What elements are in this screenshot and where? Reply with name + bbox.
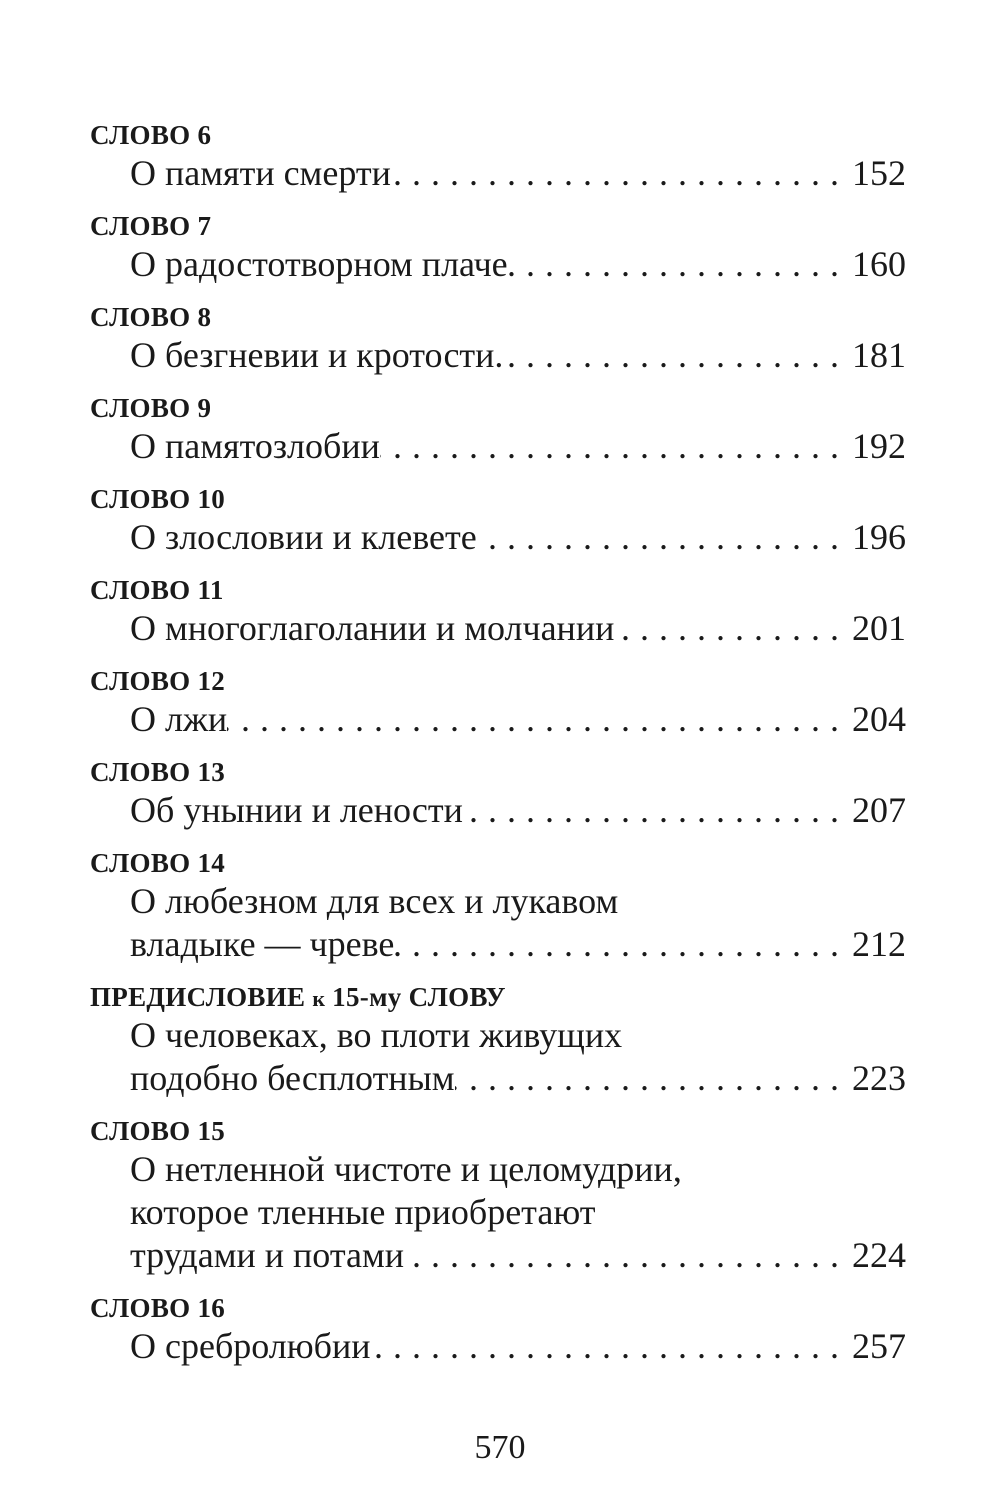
- toc-entry-page-number: 207: [852, 790, 906, 830]
- toc-entry-title: О лжи: [130, 699, 228, 739]
- dot-leader: [391, 152, 852, 195]
- toc-entry-heading: СЛОВО 6: [90, 120, 212, 150]
- toc-entry-heading: СЛОВО 12: [90, 666, 226, 696]
- toc-entry: [90, 482, 906, 559]
- toc-entry-title: О злословии и клевете: [130, 517, 477, 557]
- dot-leader: [380, 425, 852, 468]
- toc-entry-page-number: 196: [852, 517, 906, 557]
- toc-entry-line: [90, 923, 906, 966]
- toc-entry-heading: СЛОВО 13: [90, 757, 226, 787]
- toc-entry-line: [90, 698, 906, 741]
- toc-entry-title: владыке — чреве: [130, 924, 395, 964]
- toc-entry: [90, 391, 906, 468]
- toc-entry-title: О памятозлобии: [130, 426, 380, 466]
- table-of-contents: [90, 118, 906, 1382]
- toc-entry-title: О радостотворном плаче: [130, 244, 508, 284]
- page-number: 570: [474, 1429, 526, 1466]
- toc-entry-title: О безгневии и кротости.: [130, 335, 504, 375]
- toc-entry: [90, 573, 906, 650]
- toc-entry: [90, 118, 906, 195]
- toc-heading-tail: 15-му СЛОВУ: [332, 982, 506, 1012]
- toc-entry-line: [90, 334, 906, 377]
- dot-leader: [503, 334, 852, 377]
- dot-leader: [614, 607, 852, 650]
- dot-leader: [463, 789, 852, 832]
- toc-heading-main: ПРЕДИСЛОВИЕ: [90, 982, 306, 1012]
- toc-entry-title-line: которое тленные приобретают: [130, 1192, 596, 1232]
- toc-entry-line: [90, 1057, 906, 1100]
- toc-entry-heading: СЛОВО 15: [90, 1116, 226, 1146]
- dot-leader: [394, 923, 852, 966]
- toc-entry-title-line: О любезном для всех и лукавом: [130, 881, 619, 921]
- toc-entry-line: [90, 789, 906, 832]
- toc-entry-page-number: 223: [852, 1058, 906, 1098]
- toc-entry-line: [90, 1325, 906, 1368]
- toc-entry-line: [90, 516, 906, 559]
- toc-entry-title-line: О нетленной чистоте и целомудрии,: [130, 1149, 682, 1189]
- toc-entry-page-number: 181: [852, 335, 906, 375]
- toc-entry-line: [90, 1234, 906, 1277]
- toc-entry-page-number: 160: [852, 244, 906, 284]
- dot-leader: [404, 1234, 852, 1277]
- toc-entry-heading: СЛОВО 8: [90, 302, 212, 332]
- toc-entry: [90, 1291, 906, 1368]
- toc-entry-heading: СЛОВО 16: [90, 1293, 226, 1323]
- dot-leader: [227, 698, 852, 741]
- toc-entry-page-number: 224: [852, 1235, 906, 1275]
- toc-entry-heading: СЛОВО 7: [90, 211, 212, 241]
- toc-entry-page-number: 192: [852, 426, 906, 466]
- toc-entry-line: [90, 152, 906, 195]
- toc-entry-title: О многоглаголании и молчании: [130, 608, 615, 648]
- toc-entry-page-number: 201: [852, 608, 906, 648]
- toc-entry-title: О памяти смерти: [130, 153, 391, 193]
- toc-entry: [90, 846, 906, 966]
- toc-entry-title: трудами и потами: [130, 1235, 405, 1275]
- toc-entry: [90, 980, 906, 1100]
- toc-entry-line: [90, 425, 906, 468]
- toc-entry-title-line: О человеках, во плоти живущих: [130, 1015, 623, 1055]
- toc-entry-page-number: 257: [852, 1326, 906, 1366]
- toc-entry: [90, 1114, 906, 1277]
- toc-entry: [90, 209, 906, 286]
- toc-entry-heading: СЛОВО 10: [90, 484, 226, 514]
- toc-entry-line: [90, 607, 906, 650]
- toc-entry-title: О сребролюбии: [130, 1326, 371, 1366]
- toc-entry-heading: [90, 980, 906, 1014]
- toc-heading-preposition: к: [312, 986, 326, 1011]
- toc-entry-heading: СЛОВО 14: [90, 848, 226, 878]
- toc-entry-title: Об унынии и лености: [130, 790, 463, 830]
- dot-leader: [477, 516, 852, 559]
- toc-entry: [90, 300, 906, 377]
- toc-entry-title: подобно бесплотным: [130, 1058, 455, 1098]
- toc-entry-line: [90, 243, 906, 286]
- toc-entry-heading: СЛОВО 11: [90, 575, 224, 605]
- dot-leader: [508, 243, 852, 286]
- toc-entry-heading: СЛОВО 9: [90, 393, 212, 423]
- dot-leader: [455, 1057, 852, 1100]
- toc-entry-page-number: 204: [852, 699, 906, 739]
- toc-entry: [90, 664, 906, 741]
- toc-entry: [90, 755, 906, 832]
- toc-entry-page-number: 152: [852, 153, 906, 193]
- dot-leader: [371, 1325, 852, 1368]
- toc-entry-page-number: 212: [852, 924, 906, 964]
